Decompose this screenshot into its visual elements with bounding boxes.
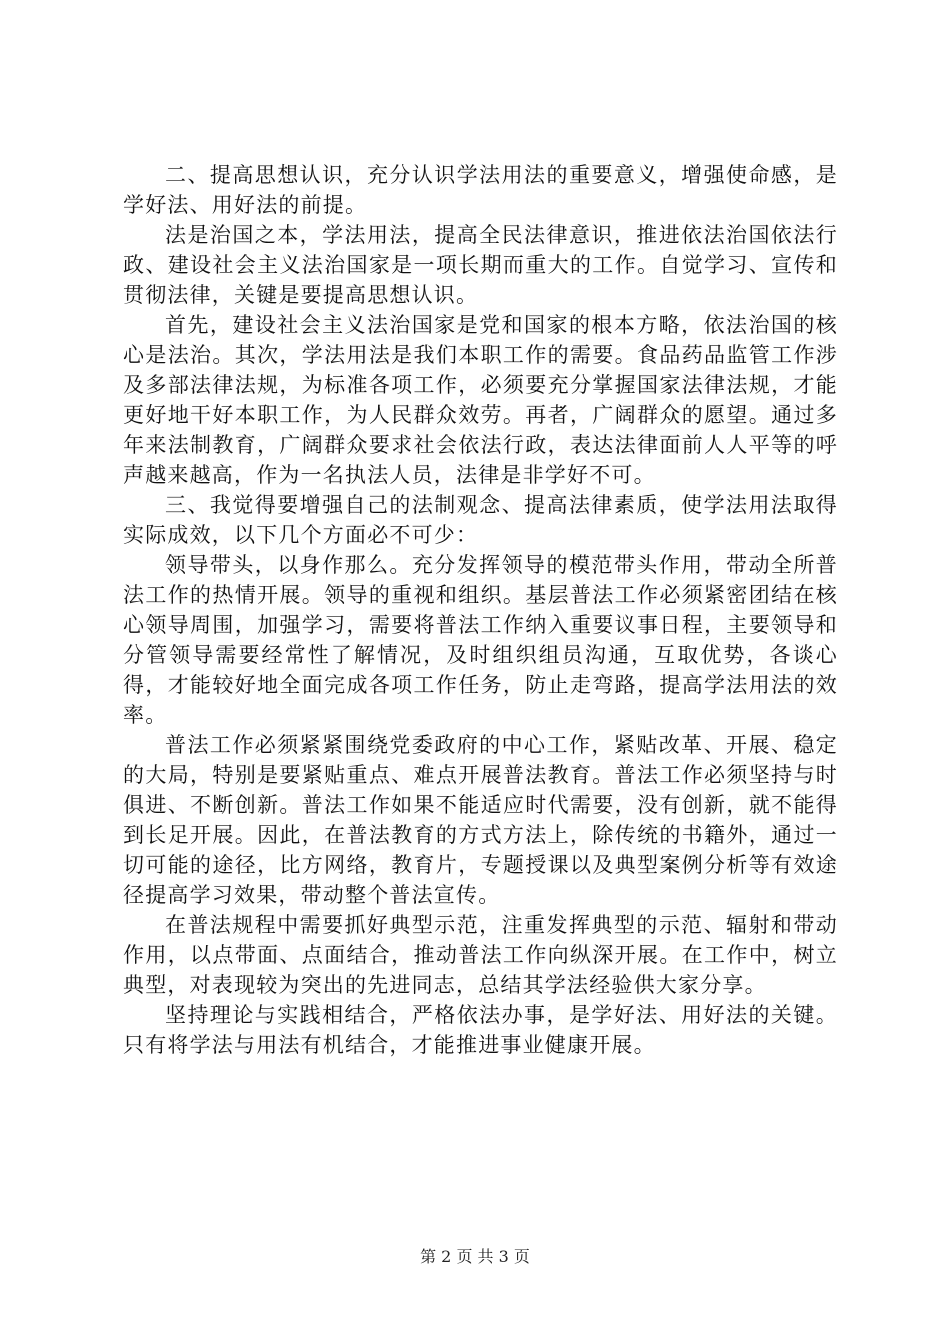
paragraph-5: 领导带头，以身作那么。充分发挥领导的模范带头作用，带动全所普法工作的热情开展。领导的重视和组织。基层普法工作必须紧密团结在核心领导周围，加强学习，需要将普法工作纳入重要议事日程，主要领导和分管领导需要经常性了解情况，及时组织组员沟通，互取优势，各谈心得，才能较好地全面完成各项工作任务，防止走弯路，提高学法用法的效率。 — [123, 553, 838, 727]
paragraph-7: 在普法规程中需要抓好典型示范，注重发挥典型的示范、辐射和带动作用，以点带面、点面结合，推动普法工作向纵深开展。在工作中，树立典型，对表现较为突出的先进同志，总结其学法经验供大家分享。 — [123, 913, 838, 997]
paragraph-2: 法是治国之本，学法用法，提高全民法律意识，推进依法治国依法行政、建设社会主义法治国家是一项长期而重大的工作。自觉学习、宣传和贯彻法律，关键是要提高思想认识。 — [123, 223, 838, 307]
page-number-footer: 第 2 页 共 3 页 — [420, 1247, 530, 1266]
paragraph-6: 普法工作必须紧紧围绕党委政府的中心工作，紧贴改革、开展、稳定的大局，特别是要紧贴重点、难点开展普法教育。普法工作必须坚持与时俱进、不断创新。普法工作如果不能适应时代需要，没有创新，就不能得到长足开展。因此，在普法教育的方式方法上，除传统的书籍外，通过一切可能的途径，比方网络，教育片，专题授课以及典型案例分析等有效途径提高学习效果，带动整个普法宣传。 — [123, 733, 838, 907]
paragraph-3: 首先，建设社会主义法治国家是党和国家的根本方略，依法治国的核心是法治。其次，学法用法是我们本职工作的需要。食品药品监管工作涉及多部法律法规，为标准各项工作，必须要充分掌握国家法律法规，才能更好地干好本职工作，为人民群众效劳。再者，广阔群众的愿望。通过多年来法制教育，广阔群众要求社会依法行政，表达法律面前人人平等的呼声越来越高，作为一名执法人员，法律是非学好不可。 — [123, 313, 838, 487]
paragraph-1: 二、提高思想认识，充分认识学法用法的重要意义，增强使命感，是学好法、用好法的前提。 — [123, 163, 838, 217]
document-body — [123, 160, 838, 1060]
paragraph-8: 坚持理论与实践相结合，严格依法办事，是学好法、用好法的关键。只有将学法与用法有机结合，才能推进事业健康开展。 — [123, 1003, 838, 1057]
paragraph-4: 三、我觉得要增强自己的法制观念、提高法律素质，使学法用法取得实际成效，以下几个方面必不可少： — [123, 493, 838, 547]
